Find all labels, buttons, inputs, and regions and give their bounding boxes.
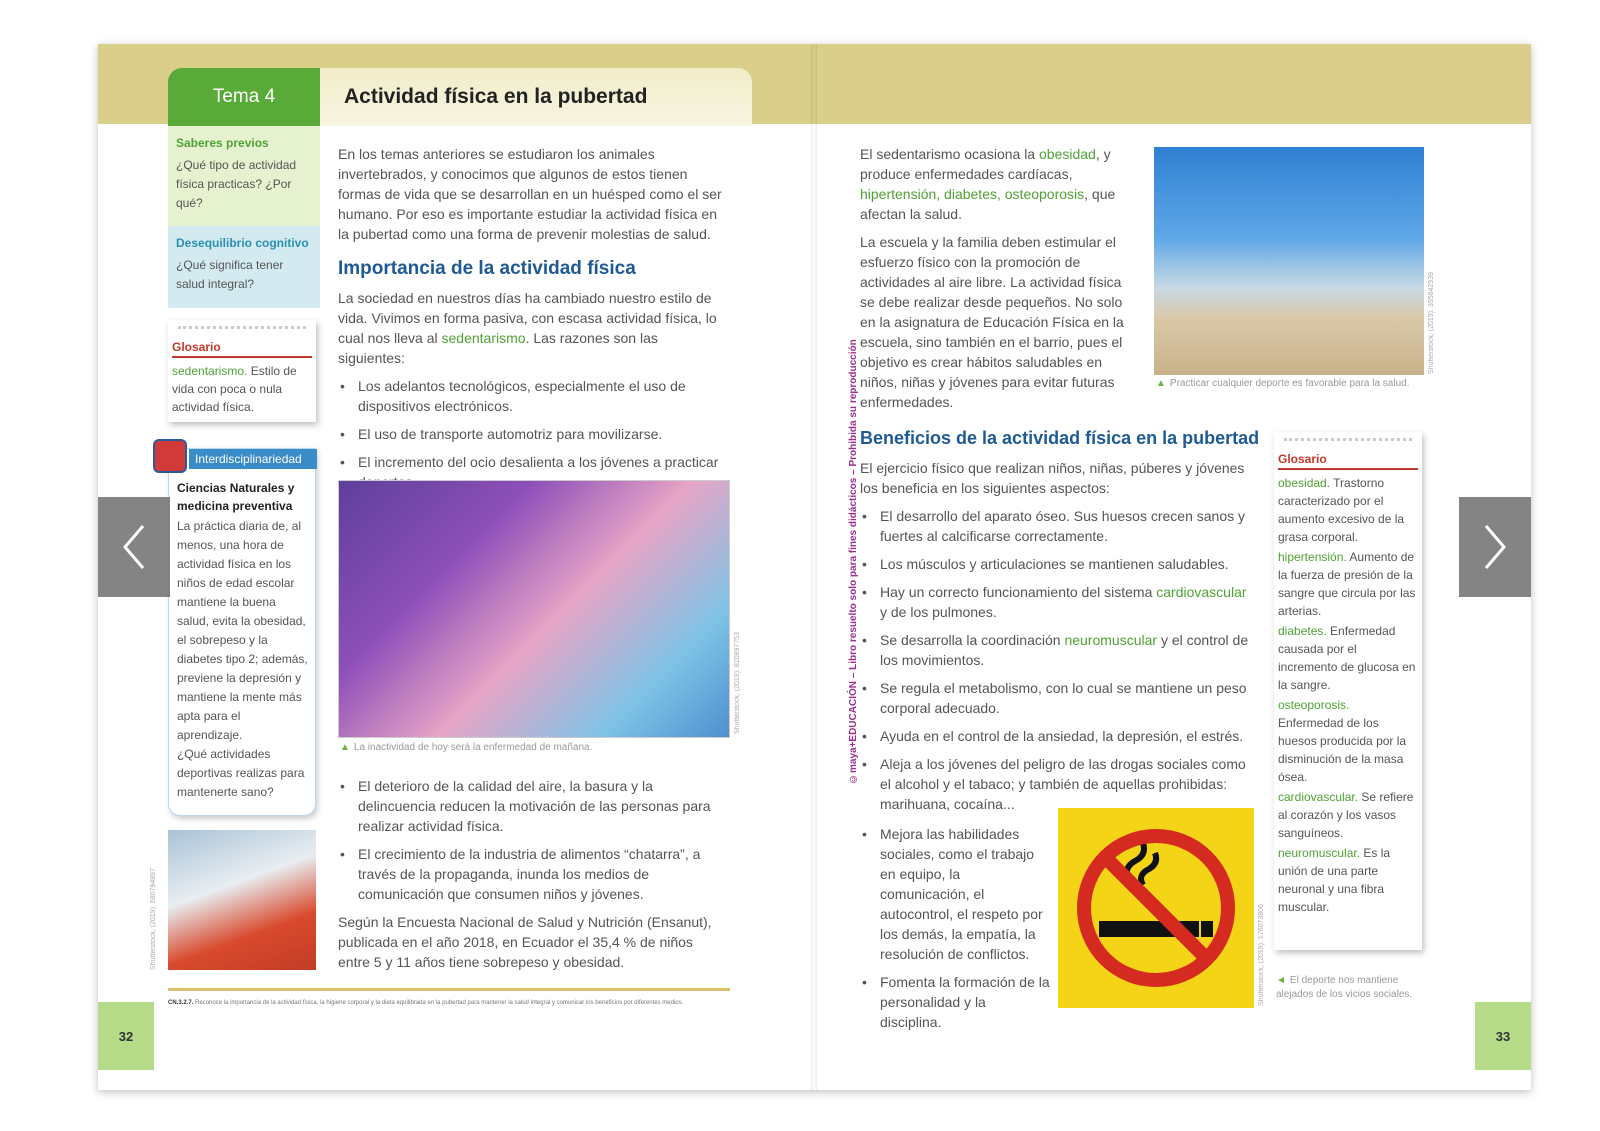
glossary-box-right [1274, 432, 1422, 950]
header-band [814, 44, 1531, 124]
glossary-definition: Es la unión de una parte neuronal y una fibra muscular. [1278, 846, 1391, 914]
benefits-heading: Beneficios de la actividad física en la pubertad [860, 428, 1260, 448]
chevron-left-icon [119, 522, 149, 572]
interdisciplinary-body [177, 479, 309, 802]
list-item [860, 630, 1250, 670]
glossary-definition: Se refiere al corazón y los vasos sanguíneos. [1278, 790, 1414, 840]
no-smoking-icon [1071, 823, 1241, 993]
list-item: • El desarrollo del aparato óseo. Sus huesos crecen sanos y fuertes al calcificarse correctamente. [860, 506, 1250, 546]
publisher-vertical-notice: ©maya+EDUCACIÓN – Libro resuelto solo para fines didácticos – Prohibida su reproducción [848, 339, 859, 784]
footnote-code: CN.3.2.7. [168, 1000, 194, 1006]
glossary-definition: Aumento de la fuerza de presión de la sangre que circula por las arterias. [1278, 550, 1416, 618]
text-span: y de los pulmones. [880, 604, 997, 620]
text-span: y el control de los movimientos. [880, 632, 1249, 668]
benefits-list-2 [860, 824, 1050, 1032]
list-item: • Fomenta la formación de la personalidad y la disciplina. [860, 972, 1050, 1032]
sedentarism-paragraph [860, 144, 1130, 224]
glossary-entry [1278, 788, 1418, 842]
glossary-dots [1284, 438, 1412, 446]
list-item: • Los músculos y articulaciones se mantienen saludables. [860, 554, 1250, 574]
photo-credit: Shutterstock, (2019). 820897753 [734, 632, 741, 734]
list-item: • El incremento del ocio desalienta a los jóvenes a practicar [338, 452, 728, 492]
book-spread [98, 44, 1531, 1090]
interdisciplinary-tab: Interdisciplinariedad [189, 449, 317, 469]
text-span: Se desarrolla la coordinación [880, 632, 1065, 648]
page-number: 32 [98, 1002, 154, 1070]
benefits-list-continued [860, 824, 1050, 1040]
glossary-term: neuromuscular. [1278, 846, 1361, 860]
page-number: 33 [1475, 1002, 1531, 1070]
topic-tab: Tema 4 [168, 68, 320, 126]
term-link: cardiovascular [1156, 584, 1247, 600]
cognitive-imbalance-heading: Desequilibrio cognitivo [176, 236, 309, 250]
no-smoking-sign [1058, 808, 1254, 1008]
caption-marker-icon: ◄ [1276, 975, 1286, 986]
reasons-list-2 [338, 776, 728, 904]
list-item: • Aleja a los jóvenes del peligro de las drogas sociales como el alcohol y el tabaco; y también de aquellas prohibidas: marihuana, cocaína... [860, 754, 1250, 814]
caption-marker-icon: ▲ [1156, 378, 1166, 389]
list-item: • El crecimiento de la industria de alimentos “chatarra”, a través de la propaganda, inunda los medios de comunicación que consumen niños y jóvenes. [338, 844, 728, 904]
intro-paragraph: En los temas anteriores se estudiaron los animales invertebrados, y conocimos que algunos de estos tienen formas de vida que se desarrollan en un huésped como el ser humano. Por eso es importante estudiar la actividad física en la pubertad como una forma de prevenir molestias de salud. [338, 146, 722, 242]
text-span: , y produce enfermedades cardíacas, [860, 146, 1111, 182]
list-item [860, 582, 1250, 622]
footnote-text: Reconoce la importancia de la actividad física, la higiene corporal y la dieta equilibrada en la pubertad para mantener la salud integral y comunicar los beneficios por diferentes medios. [193, 1000, 684, 1006]
list-item: • Se regula el metabolismo, con lo cual se mantiene un peso corporal adecuado. [860, 678, 1250, 718]
sedentarism-section [860, 144, 1130, 420]
glossary-term: osteoporosis. [1278, 698, 1350, 712]
benefits-list [860, 506, 1250, 814]
term-link: hipertensión, diabetes, osteoporosis [860, 186, 1085, 202]
glossary-entry [1278, 696, 1418, 786]
text-span: . Las razones son las siguientes: [338, 330, 658, 366]
beach-limbo-photo [1154, 147, 1424, 375]
book-gutter [811, 44, 817, 1090]
cognitive-imbalance-box [168, 226, 320, 308]
glossary-entry [1278, 474, 1418, 546]
caption-text: El deporte nos mantiene alejados de los vicios sociales. [1276, 975, 1413, 1000]
prior-knowledge-question: ¿Qué tipo de actividad física practicas? ¿Por qué? [176, 158, 297, 210]
glossary-box-left [168, 320, 316, 422]
caption-text: Practicar cualquier deporte es favorable para la salud. [1169, 378, 1410, 389]
photo-caption [1156, 378, 1410, 389]
previous-page-button[interactable] [98, 497, 170, 597]
glossary-term: hipertensión. [1278, 550, 1347, 564]
glossary-entry [1278, 622, 1418, 694]
photo-credit: Shutterstock, (2019). 680794897 [150, 868, 157, 970]
glossary-definition: Trastorno caracterizado por el aumento excesivo de la grasa corporal. [1278, 476, 1405, 544]
photo-credit: Shutterstock, (2019). 395842939 [1428, 272, 1435, 374]
term-link: obesidad [1039, 146, 1096, 162]
glossary-entry [1278, 548, 1418, 620]
text-span: El sedentarismo ocasiona la [860, 146, 1039, 162]
chevron-right-icon [1480, 522, 1510, 572]
interdisciplinary-question: ¿Qué actividades deportivas realizas para mantenerte sano? [177, 747, 305, 799]
interdisciplinary-box [168, 448, 316, 816]
caption-marker-icon: ▲ [340, 742, 350, 753]
cognitive-imbalance-question: ¿Qué significa tener salud integral? [176, 258, 284, 291]
footer-rule [168, 988, 730, 991]
left-page [98, 44, 814, 1090]
glossary-heading: Glosario [1278, 452, 1418, 470]
glossary-term: cardiovascular. [1278, 790, 1359, 804]
text-span: , que afectan la salud. [860, 186, 1116, 222]
prior-knowledge-box [168, 126, 320, 226]
photo-caption [340, 742, 592, 753]
term-link: neuromuscular [1064, 632, 1158, 648]
section-heading: Importancia de la actividad física [338, 258, 636, 279]
list-item: • Mejora las habilidades sociales, como el trabajo en equipo, la comunicación, el autocontrol, el respeto por los demás, la empatía, la resolución de conflictos. [860, 824, 1050, 964]
reasons-list [338, 376, 728, 492]
glossary-definition: Estilo de vida con poca o nula actividad física. [172, 364, 297, 414]
glossary-dots [178, 326, 306, 334]
glossary-definition: Enfermedad causada por el incremento de glucosa en la sangre. [1278, 624, 1416, 692]
girl-with-remote-photo [338, 480, 730, 738]
term-link: sedentarismo [441, 330, 526, 346]
ensanut-paragraph: Según la Encuesta Nacional de Salud y Nutrición (Ensanut), publicada en el año 2018, en Ecuador el 35,4 % de niños entre 5 y 11 años tiene sobrepeso y obesidad. [338, 914, 712, 970]
glossary-term: sedentarismo. [172, 364, 248, 378]
list-item: • Ayuda en el control de la ansiedad, la depresión, el estrés. [860, 726, 1250, 746]
text-span: La sociedad en nuestros días ha cambiado nuestro estilo de vida. Vivimos en forma pasiva, con escasa actividad física, lo cual nos lleva al [338, 290, 717, 346]
right-page [814, 44, 1531, 1090]
photo-credit: Shutterstock, (2019). 176073806 [1258, 904, 1265, 1006]
book-logo-icon [153, 439, 187, 473]
boy-with-phone-photo [168, 830, 316, 970]
glossary-term: diabetes. [1278, 624, 1327, 638]
page-title: Actividad física en la pubertad [320, 68, 752, 126]
glossary-entry [172, 362, 312, 416]
interdisciplinary-heading: Ciencias Naturales y medicina preventiva [177, 481, 295, 513]
curriculum-footnote [168, 999, 730, 1008]
caption-text: La inactividad de hoy será la enfermedad de mañana. [353, 742, 593, 753]
reasons-continued [338, 776, 728, 980]
prior-knowledge-heading: Saberes previos [176, 136, 269, 150]
intro-section [338, 144, 728, 500]
next-page-button[interactable] [1459, 497, 1531, 597]
glossary-term: obesidad. [1278, 476, 1331, 490]
school-family-paragraph: La escuela y la familia deben estimular el esfuerzo físico con la promoción de actividades al aire libre. La actividad física se debe realizar desde pequeños. No solo en la asignatura de Educación Física en la escuela, sino también en el barrio, pues el objetivo es crear hábitos saludables en niños, niñas y jóvenes para evitar futuras enfermedades. [860, 234, 1124, 410]
photo-caption [1276, 974, 1422, 1002]
interdisciplinary-text: La práctica diaria de, al menos, una hora de actividad física en los niños de edad escolar mantiene la buena salud, evita la obesidad, el sobrepeso y la diabetes tipo 2; además, previene la depresión y mantiene la mente más apta para el aprendizaje. [177, 519, 308, 742]
glossary-heading: Glosario [172, 340, 312, 358]
lifestyle-paragraph [338, 288, 728, 368]
glossary-entry [1278, 844, 1418, 916]
text-span: Hay un correcto funcionamiento del sistema [880, 584, 1157, 600]
list-item: • El deterioro de la calidad del aire, la basura y la delincuencia reducen la motivación de las personas para realizar actividad física. [338, 776, 728, 836]
glossary-definition: Enfermedad de los huesos producida por la disminución de la masa ósea. [1278, 716, 1407, 784]
benefits-intro: El ejercicio físico que realizan niños, niñas, púberes y jóvenes los beneficia en los siguientes aspectos: [860, 460, 1245, 496]
list-item: • Los adelantos tecnológicos, especialmente el uso de dispositivos electrónicos. [338, 376, 728, 416]
benefits-section [860, 458, 1250, 822]
list-item: • El uso de transporte automotriz para movilizarse. [338, 424, 728, 444]
